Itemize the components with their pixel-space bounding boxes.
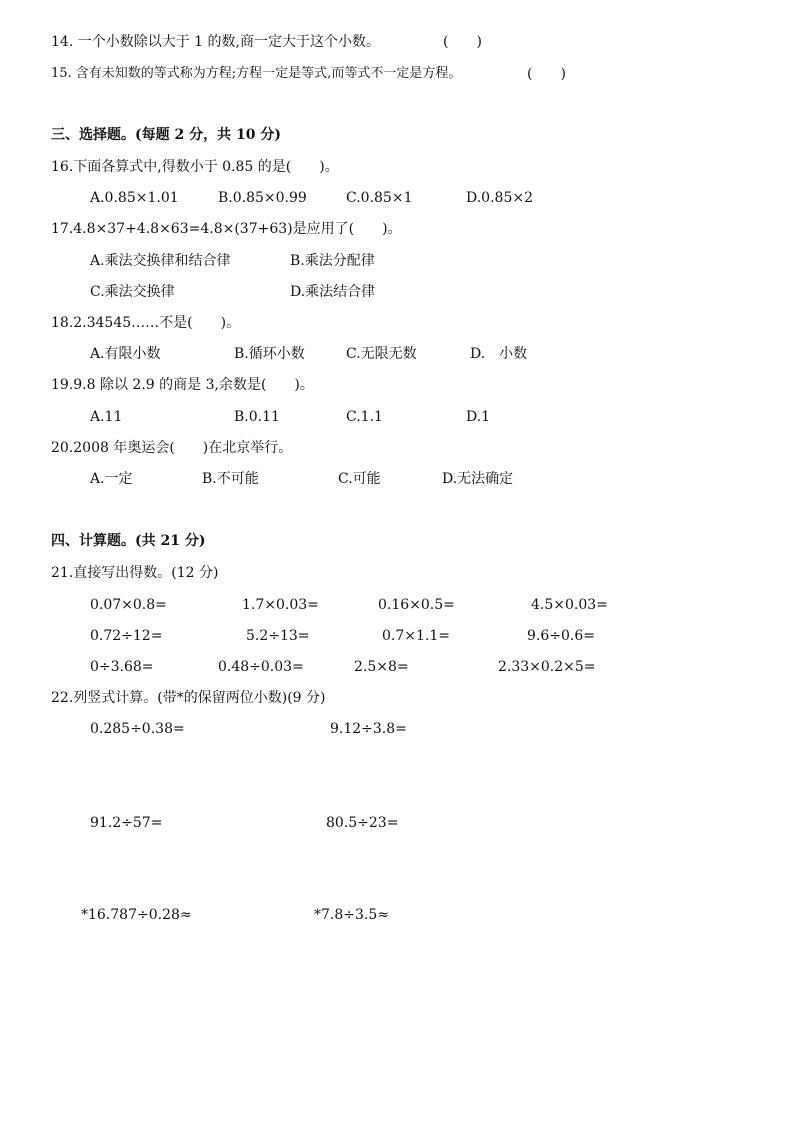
- calc-item: 0.72÷12=: [90, 628, 163, 644]
- question-21-stem: 21.直接写出得数。(12 分): [51, 565, 219, 581]
- question-20-option-c: C.可能: [338, 471, 381, 487]
- question-14-blank: ( ): [443, 34, 482, 50]
- question-19-option-a: A.11: [90, 409, 123, 425]
- question-18-option-b: B.循环小数: [234, 346, 305, 362]
- question-14-text: 14. 一个小数除以大于 1 的数,商一定大于这个小数。: [51, 34, 380, 50]
- section-4-heading: 四、计算题。(共 21 分): [51, 533, 206, 549]
- question-15-text: 15. 含有未知数的等式称为方程;方程一定是等式,而等式不一定是方程。: [51, 66, 462, 81]
- question-20-option-d: D.无法确定: [442, 471, 514, 487]
- vertical-calc-item: *7.8÷3.5≈: [314, 907, 389, 923]
- question-17-stem: 17.4.8×37+4.8×63=4.8×(37+63)是应用了( )。: [51, 221, 402, 237]
- question-18-option-a: A.有限小数: [90, 346, 161, 362]
- question-20-stem: 20.2008 年奥运会( )在北京举行。: [51, 440, 293, 456]
- question-16-option-b: B.0.85×0.99: [218, 190, 307, 206]
- question-17-option-b: B.乘法分配律: [290, 253, 375, 269]
- calc-item: 9.6÷0.6=: [527, 628, 595, 644]
- calc-item: 2.5×8=: [354, 659, 409, 675]
- question-18-option-c: C.无限无数: [346, 346, 417, 362]
- vertical-calc-item: 9.12÷3.8=: [330, 721, 407, 737]
- question-14: [51, 33, 380, 51]
- calc-item: 0÷3.68=: [90, 659, 154, 675]
- question-19-option-d: D.1: [466, 409, 491, 425]
- vertical-calc-item: 0.285÷0.38=: [90, 721, 185, 737]
- vertical-calc-item: *16.787÷0.28≈: [81, 907, 192, 923]
- question-20-option-a: A.一定: [90, 471, 133, 487]
- question-15-blank: ( ): [527, 66, 566, 82]
- section-3-heading: 三、选择题。(每题 2 分，共 10 分): [51, 127, 281, 143]
- question-15: [51, 65, 461, 83]
- question-22-stem: 22.列竖式计算。(带*的保留两位小数)(9 分): [51, 690, 326, 706]
- question-19-stem: 19.9.8 除以 2.9 的商是 3,余数是( )。: [51, 377, 314, 393]
- vertical-calc-item: 80.5÷23=: [326, 815, 399, 831]
- calc-item: 1.7×0.03=: [242, 597, 319, 613]
- question-16-stem: 16.下面各算式中,得数小于 0.85 的是( )。: [51, 159, 339, 175]
- question-17-option-d: D.乘法结合律: [290, 284, 376, 300]
- question-17-option-c: C.乘法交换律: [90, 284, 175, 300]
- vertical-calc-item: 91.2÷57=: [90, 815, 163, 831]
- calc-item: 2.33×0.2×5=: [498, 659, 596, 675]
- question-19-option-b: B.0.11: [234, 409, 280, 425]
- calc-item: 0.07×0.8=: [90, 597, 167, 613]
- question-18-option-d: D. 小数: [470, 346, 528, 362]
- calc-item: 5.2÷13=: [246, 628, 310, 644]
- question-20-option-b: B.不可能: [202, 471, 259, 487]
- question-16-option-d: D.0.85×2: [466, 190, 533, 206]
- question-16-option-a: A.0.85×1.01: [90, 190, 179, 206]
- calc-item: 4.5×0.03=: [531, 597, 608, 613]
- calc-item: 0.16×0.5=: [378, 597, 455, 613]
- question-16-option-c: C.0.85×1: [346, 190, 413, 206]
- calc-item: 0.48÷0.03=: [218, 659, 304, 675]
- question-17-option-a: A.乘法交换律和结合律: [90, 253, 231, 269]
- question-18-stem: 18.2.34545……不是( )。: [51, 315, 241, 331]
- question-19-option-c: C.1.1: [346, 409, 383, 425]
- calc-item: 0.7×1.1=: [382, 628, 450, 644]
